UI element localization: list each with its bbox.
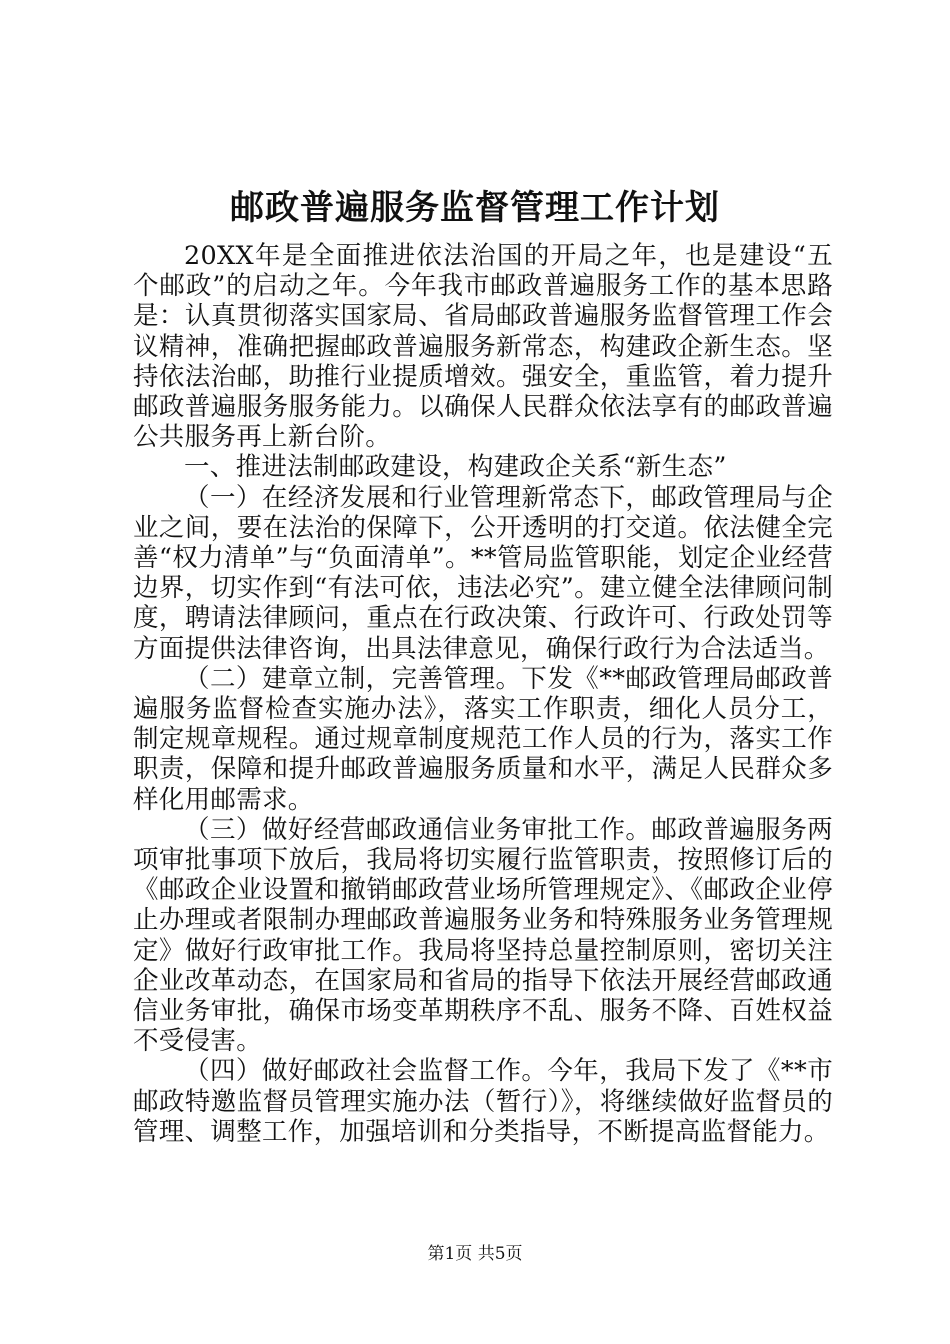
- document-title: 邮政普遍服务监督管理工作计划: [230, 188, 720, 228]
- section-heading-1: 一、推进法制邮政建设，构建政企关系“新生态”: [184, 452, 727, 483]
- paragraph-item-2: （二）建章立制，完善管理。下发《**邮政管理局邮政普遍服务监督检查实施办法》，落实工作职责，细化人员分工，制定规章规程。通过规章制度规范工作人员的行为，落实工作职责，保障和提升邮政普遍服务质量和水平，满足人民群众多样化用邮需求。: [133, 663, 833, 815]
- paragraph-intro: 20XX年是全面推进依法治国的开局之年，也是建设“五个邮政”的启动之年。今年我市邮政普遍服务工作的基本思路是：认真贯彻落实国家局、省局邮政普遍服务监督管理工作会议精神，准确把握邮政普遍服务新常态，构建政企新生态。坚持依法治邮，助推行业提质增效。强安全，重监管，着力提升邮政普遍服务服务能力。以确保人民群众依法享有的邮政普遍公共服务再上新台阶。: [133, 241, 833, 453]
- page-number-footer: 第1页 共5页: [427, 1244, 523, 1264]
- paragraph-item-3: （三）做好经营邮政通信业务审批工作。邮政普遍服务两项审批事项下放后，我局将切实履行监管职责，按照修订后的《邮政企业设置和撤销邮政营业场所管理规定》、《邮政企业停止办理或者限制办理邮政普遍服务业务和特殊服务业务管理规定》做好行政审批工作。我局将坚持总量控制原则，密切关注企业改革动态，在国家局和省局的指导下依法开展经营邮政通信业务审批，确保市场变革期秩序不乱、服务不降、百姓权益不受侵害。: [133, 814, 833, 1057]
- document-body: [133, 241, 833, 1147]
- paragraph-item-4: （四）做好邮政社会监督工作。今年，我局下发了《**市邮政特邀监督员管理实施办法（暂行）》，将继续做好监督员的管理、调整工作，加强培训和分类指导，不断提高监督能力。: [133, 1056, 833, 1147]
- paragraph-item-1: （一）在经济发展和行业管理新常态下，邮政管理局与企业之间，要在法治的保障下，公开透明的打交道。依法健全完善“权力清单”与“负面清单”。**管局监管职能，划定企业经营边界，切实作到“有法可依，违法必究”。建立健全法律顾问制度，聘请法律顾问，重点在行政决策、行政许可、行政处罚等方面提供法律咨询，出具法律意见，确保行政行为合法适当。: [133, 482, 833, 664]
